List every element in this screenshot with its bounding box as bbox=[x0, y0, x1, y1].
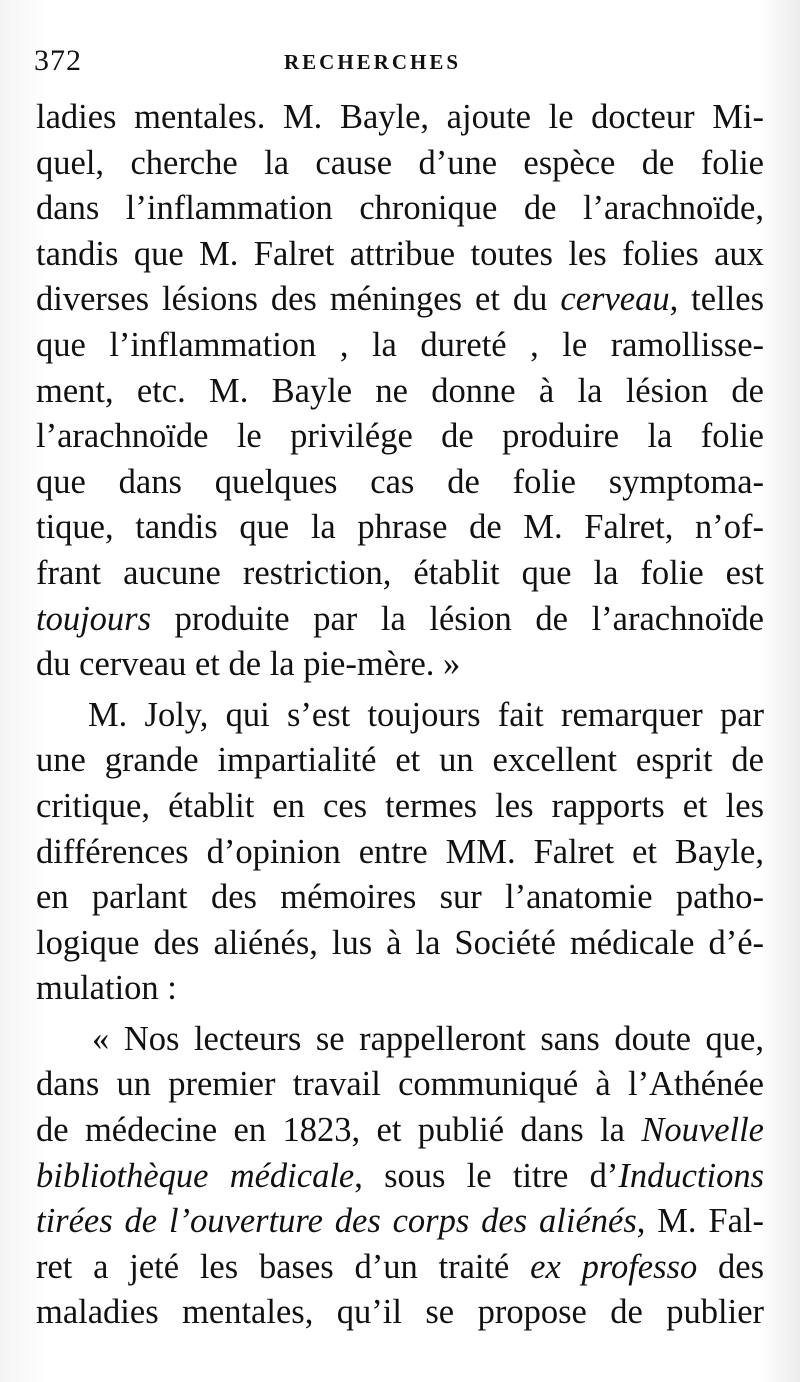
italic-text: bibliothèque médicale bbox=[36, 1156, 355, 1195]
text-line bbox=[36, 277, 764, 323]
text-line bbox=[36, 1154, 764, 1200]
text-line: ladies mentales. M. Bayle, ajoute le docteur Mi- bbox=[36, 98, 764, 136]
italic-text: tirées de l’ouverture des corps des aliénés bbox=[36, 1202, 637, 1241]
text-line: que dans quelques cas de folie symptoma- bbox=[36, 462, 764, 501]
italic-text: toujours bbox=[36, 599, 152, 638]
page-header bbox=[34, 40, 774, 80]
text-line: que l’inflammation , la dureté , le ramollisse- bbox=[36, 325, 764, 364]
italic-text: Inductions bbox=[618, 1156, 764, 1195]
text-line: tandis que M. Falret attribue toutes les folies aux bbox=[36, 234, 764, 273]
text-line: « Nos lecteurs se rappelleront sans doute que, bbox=[92, 1019, 764, 1058]
text-segment: produite par la lésion de l’arachnoïde bbox=[151, 599, 764, 638]
italic-text: Nouvelle bbox=[641, 1111, 764, 1150]
text-segment: des bbox=[697, 1247, 764, 1286]
text-line: frant aucune restriction, établit que la folie est bbox=[36, 553, 764, 592]
text-segment: diverses lésions des méninges et du bbox=[36, 280, 561, 319]
italic-text: cerveau bbox=[560, 280, 670, 319]
text-line: quel, cherche la cause d’une espèce de folie bbox=[36, 143, 764, 182]
text-line: l’arachnoïde le privilége de produire la folie bbox=[36, 417, 764, 456]
text-line: différences d’opinion entre MM. Falret et Bayle, bbox=[36, 832, 764, 871]
text-line: du cerveau et de la pie-mère. » bbox=[36, 645, 461, 684]
page-number: 372 bbox=[34, 44, 82, 77]
text-line bbox=[36, 597, 764, 643]
text-line: M. Joly, qui s’est toujours fait remarquer par bbox=[88, 695, 764, 734]
text-line bbox=[36, 1199, 764, 1245]
text-line: ment, etc. M. Bayle ne donne à la lésion de bbox=[36, 371, 764, 410]
text-line: une grande impartialité et un excellent esprit de bbox=[36, 741, 764, 780]
running-head: RECHERCHES bbox=[284, 50, 462, 74]
text-line bbox=[36, 1108, 764, 1154]
text-line: en parlant des mémoires sur l’anatomie patho- bbox=[36, 878, 764, 917]
italic-text: ex professo bbox=[530, 1247, 698, 1286]
text-line: dans un premier travail communiqué à l’Athénée bbox=[36, 1065, 764, 1104]
text-line: maladies mentales, qu’il se propose de publier bbox=[36, 1293, 764, 1332]
text-line: mulation : bbox=[36, 969, 177, 1008]
text-segment: , M. Fal- bbox=[636, 1202, 764, 1241]
body-text bbox=[36, 95, 764, 1336]
text-segment: ret a jeté les bases d’un traité bbox=[36, 1247, 531, 1286]
text-segment: , sous le titre d’ bbox=[354, 1156, 619, 1195]
text-line: critique, établit en ces termes les rapports et les bbox=[36, 786, 764, 825]
text-segment: de médecine en 1823, et publié dans la bbox=[36, 1111, 642, 1150]
text-line: logique des aliénés, lus à la Société médicale d’é- bbox=[36, 923, 764, 962]
text-segment: , telles bbox=[669, 280, 764, 319]
text-line: dans l’inflammation chronique de l’arachnoïde, bbox=[36, 189, 764, 228]
text-line: tique, tandis que la phrase de M. Falret, n’of- bbox=[36, 508, 764, 547]
text-line bbox=[36, 1245, 764, 1291]
